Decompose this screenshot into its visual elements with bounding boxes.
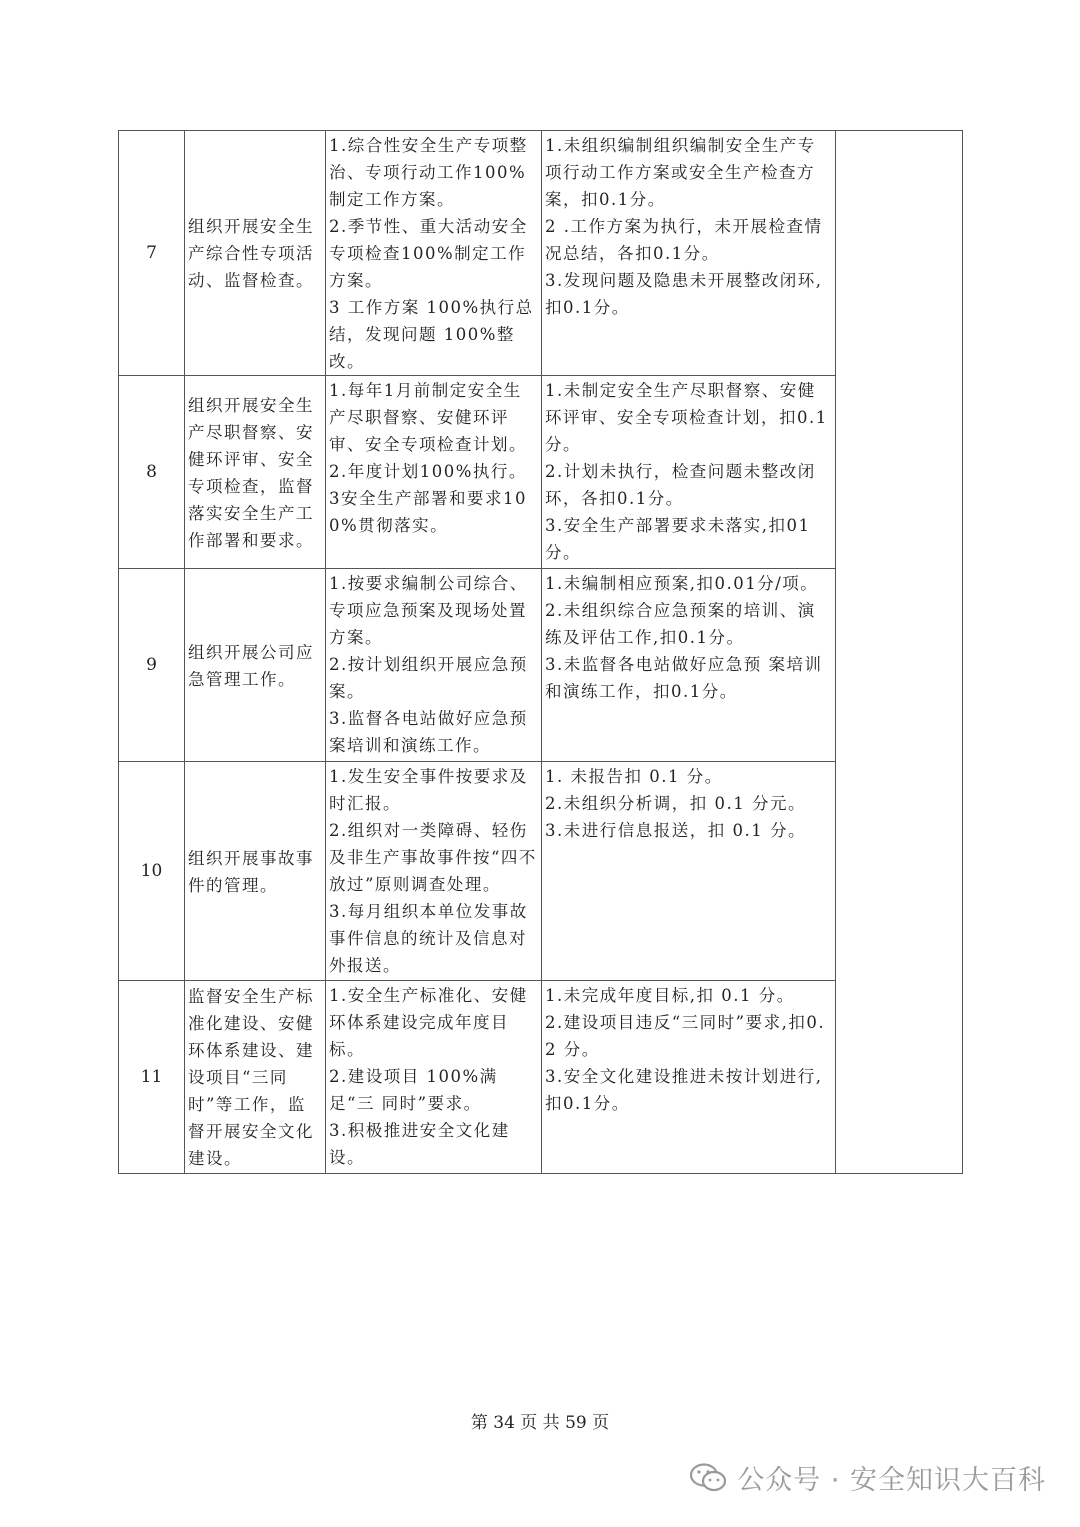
standard-item: 2.组织对一类障碍、轻伤及非生产事故事件按“四不放过”原则调查处理。: [329, 821, 537, 894]
scoring-item: 2.建设项目违反“三同时”要求,扣0.2 分。: [545, 1013, 826, 1059]
task-name-cell: 组织开展安全生产综合性专项活动、监督检查。: [185, 131, 326, 376]
row-number-cell: 7: [119, 131, 185, 376]
scoring-item: 1.未编制相应预案,扣0.01分/项。: [545, 574, 819, 593]
row-number-cell: 8: [119, 376, 185, 569]
scoring-item: 2 .工作方案为执行，未开展检查情况总结，各扣0.1分。: [545, 217, 823, 263]
task-name-cell: 监督安全生产标准化建设、安健环体系建设、建设项目“三同时”等工作，监督开展安全文化建设。: [185, 981, 326, 1174]
standard-item: 3 工作方案 100%执行总结，发现问题 100%整改。: [329, 298, 534, 371]
standard-item: 2.按计划组织开展应急预案。: [329, 655, 528, 701]
scoring-cell: [542, 569, 836, 762]
wechat-icon: [689, 1463, 727, 1493]
standard-item: 3.监督各电站做好应急预案培训和演练工作。: [329, 709, 528, 755]
scoring-item: 3.安全文化建设推进未按计划进行,扣0.1分。: [545, 1067, 823, 1113]
standard-cell: [326, 981, 542, 1174]
standard-cell: [326, 762, 542, 981]
standard-item: 3安全生产部署和要求100%贯彻落实。: [329, 489, 527, 535]
scoring-item: 1.未制定安全生产尽职督察、安健环评审、安全专项检查计划，扣0.1分。: [545, 381, 828, 454]
scoring-cell: [542, 131, 836, 376]
row-number-cell: 10: [119, 762, 185, 981]
task-name-cell: 组织开展公司应急管理工作。: [185, 569, 326, 762]
scoring-item: 2.未组织综合应急预案的培训、演练及评估工作,扣0.1分。: [545, 601, 816, 647]
scoring-cell: [542, 762, 836, 981]
task-name-cell: 组织开展事故事件的管理。: [185, 762, 326, 981]
scoring-item: 1. 未报告扣 0.1 分。: [545, 767, 723, 786]
remarks-cell: [836, 131, 963, 1174]
watermark-text: 公众号 · 安全知识大百科: [737, 1465, 1046, 1496]
scoring-cell: [542, 376, 836, 569]
standard-item: 3.每月组织本单位发事故事件信息的统计及信息对外报送。: [329, 902, 528, 975]
standard-item: 1.发生安全事件按要求及时汇报。: [329, 767, 528, 813]
standard-cell: [326, 376, 542, 569]
standard-item: 2.年度计划100%执行。: [329, 462, 527, 481]
scoring-item: 3.未监督各电站做好应急预 案培训和演练工作，扣0.1分。: [545, 655, 823, 701]
scoring-cell: [542, 981, 836, 1174]
scoring-item: 2.计划未执行，检查问题未整改闭环，各扣0.1分。: [545, 462, 816, 508]
table-row: [119, 131, 963, 376]
assessment-table-container: [118, 130, 963, 1174]
scoring-item: 1.未组织编制组织编制安全生产专项行动工作方案或安全生产检查方案，扣0.1分。: [545, 136, 816, 209]
row-number-cell: 9: [119, 569, 185, 762]
standard-item: 2.建设项目 100%满足“三 同时”要求。: [329, 1067, 498, 1113]
standard-item: 3.积极推进安全文化建设。: [329, 1121, 510, 1167]
scoring-item: 1.未完成年度目标,扣 0.1 分。: [545, 986, 795, 1005]
standard-item: 1.综合性安全生产专项整治、专项行动工作100%制定工作方案。: [329, 136, 528, 209]
scoring-item: 3.未进行信息报送，扣 0.1 分。: [545, 821, 806, 840]
standard-item: 1.每年1月前制定安全生产尽职督察、安健环评审、安全专项检查计划。: [329, 381, 527, 454]
standard-cell: [326, 131, 542, 376]
task-name-cell: 组织开展安全生产尽职督察、安健环评审、安全专项检查，监督落实安全生产工作部署和要求。: [185, 376, 326, 569]
page-number: 第 34 页 共 59 页: [470, 1413, 610, 1433]
standard-item: 1.安全生产标准化、安健环体系建设完成年度目标。: [329, 986, 528, 1059]
scoring-item: 3.安全生产部署要求未落实,扣01分。: [545, 516, 811, 562]
table-body: [119, 131, 963, 1174]
assessment-table: [118, 130, 963, 1174]
standard-cell: [326, 569, 542, 762]
scoring-item: 2.未组织分析调，扣 0.1 分元。: [545, 794, 806, 813]
standard-item: 1.按要求编制公司综合、专项应急预案及现场处置方案。: [329, 574, 528, 647]
scoring-item: 3.发现问题及隐患未开展整改闭环,扣0.1分。: [545, 271, 823, 317]
standard-item: 2.季节性、重大活动安全专项检查100%制定工作方案。: [329, 217, 528, 290]
watermark: [689, 1458, 1046, 1497]
row-number-cell: 11: [119, 981, 185, 1174]
